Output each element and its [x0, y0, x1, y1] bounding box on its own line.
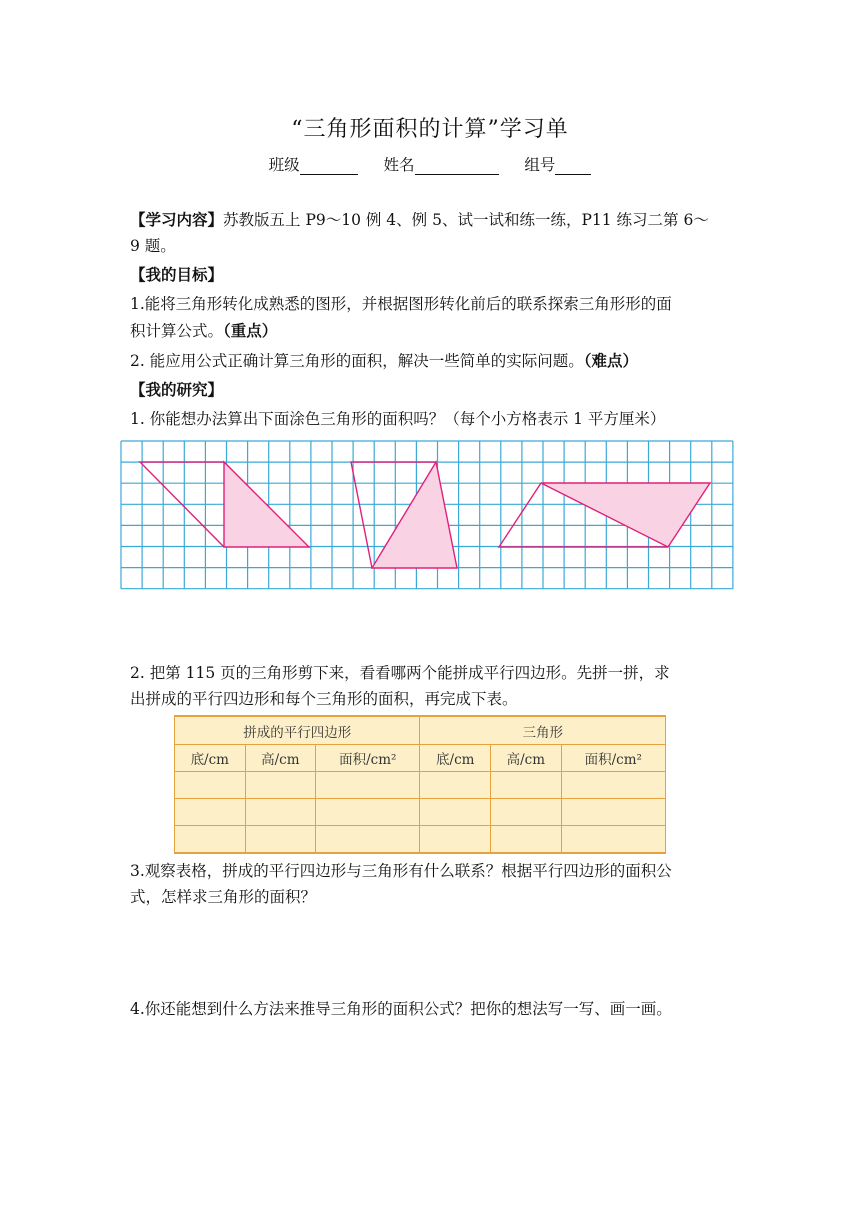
- group-header-parallelogram: 拼成的平行四边形: [175, 716, 420, 745]
- question-3-line-1: 3.观察表格，拼成的平行四边形与三角形有什么联系？根据平行四边形的面积公: [130, 862, 672, 880]
- results-table: [174, 715, 666, 854]
- table-cell[interactable]: [491, 826, 562, 854]
- table-cell[interactable]: [420, 799, 491, 826]
- question-2-line-2: 出拼成的平行四边形和每个三角形的面积，再完成下表。: [130, 690, 518, 708]
- table-column-header: [175, 745, 666, 772]
- table-cell[interactable]: [316, 799, 420, 826]
- table-cell[interactable]: [561, 826, 665, 854]
- table-cell[interactable]: [175, 772, 246, 799]
- group-header-triangle: 三角形: [420, 716, 666, 745]
- goal-2-tag: （难点）: [583, 352, 638, 370]
- table-cell[interactable]: [245, 799, 316, 826]
- table-group-header: [175, 716, 666, 745]
- class-blank: [300, 158, 358, 175]
- table-cell[interactable]: [561, 772, 665, 799]
- goal-1-tag: （重点）: [223, 322, 278, 340]
- class-label: 班级: [268, 156, 300, 174]
- question-2-line-1: 2. 把第 115 页的三角形剪下来，看看哪两个能拼成平行四边形。先拼一拼，求: [130, 664, 670, 682]
- content-label: 【学习内容】: [130, 211, 224, 229]
- group-label: 组号: [524, 156, 556, 174]
- table-cell[interactable]: [316, 772, 420, 799]
- page-title: “三角形面积的计算”学习单: [291, 117, 569, 142]
- shaded-triangle-2: [372, 462, 457, 568]
- student-info: [0, 153, 860, 175]
- content-text-1: 苏教版五上 P9～10 例 4、例 5、试一试和练一练，P11 练习二第 6～: [223, 211, 709, 229]
- goal-1-line-1: 1.能将三角形转化成熟悉的图形，并根据图形转化前后的联系探索三角形形的面: [130, 295, 672, 313]
- goals-heading: 【我的目标】: [130, 266, 224, 284]
- group-blank: [555, 158, 591, 175]
- col-header: 高/cm: [245, 745, 316, 772]
- name-blank: [415, 158, 499, 175]
- col-header: 面积/cm²: [561, 745, 665, 772]
- table-row: [175, 826, 666, 854]
- table-row: [175, 772, 666, 799]
- question-1: 1. 你能想办法算出下面涂色三角形的面积吗？（每个小方格表示 1 平方厘米）: [130, 410, 666, 428]
- table-cell[interactable]: [245, 826, 316, 854]
- shaded-triangle-3: [541, 483, 710, 547]
- table-cell[interactable]: [491, 799, 562, 826]
- triangle-grid-figure: [120, 440, 736, 592]
- table-cell[interactable]: [561, 799, 665, 826]
- content-line-1: [130, 207, 730, 233]
- col-header: 底/cm: [175, 745, 246, 772]
- question-3-line-2: 式，怎样求三角形的面积？: [130, 888, 317, 906]
- table-cell[interactable]: [245, 772, 316, 799]
- table-cell[interactable]: [316, 826, 420, 854]
- table-cell[interactable]: [175, 799, 246, 826]
- goal-1-text: 积计算公式。: [130, 322, 224, 340]
- question-4: 4.你还能想到什么方法来推导三角形的面积公式？把你的想法写一写、画一画。: [130, 1000, 672, 1018]
- col-header: 高/cm: [491, 745, 562, 772]
- table-cell[interactable]: [491, 772, 562, 799]
- table-cell[interactable]: [420, 826, 491, 854]
- col-header: 面积/cm²: [316, 745, 420, 772]
- goal-2: [130, 348, 730, 374]
- table-cell[interactable]: [175, 826, 246, 854]
- research-heading: 【我的研究】: [130, 381, 224, 399]
- table-row: [175, 799, 666, 826]
- goal-2-text: 2. 能应用公式正确计算三角形的面积，解决一些简单的实际问题。: [130, 352, 584, 370]
- table-cell[interactable]: [420, 772, 491, 799]
- name-label: 姓名: [383, 156, 415, 174]
- content-text-2: 9 题。: [130, 237, 176, 255]
- goal-1-line-2: [130, 318, 730, 344]
- col-header: 底/cm: [420, 745, 491, 772]
